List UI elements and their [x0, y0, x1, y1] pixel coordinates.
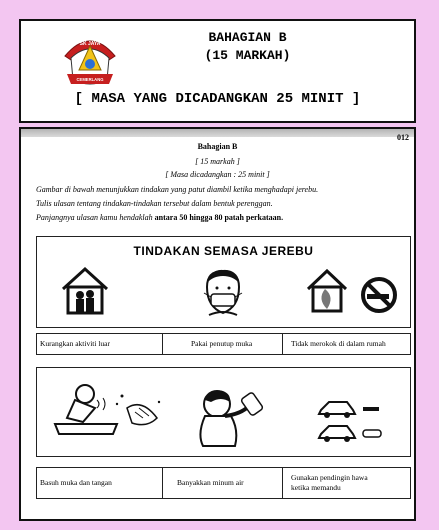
- time-note: [ MASA YANG DICADANGKAN 25 MINIT ]: [74, 91, 361, 107]
- instruction-3-prefix: Panjangnya ulasan kamu hendaklah: [36, 213, 155, 222]
- drinking-water-icon: [197, 386, 267, 448]
- header-box: [19, 19, 416, 123]
- instruction-2: Tulis ulasan tentang tindakan-tindakan tersebut dalam bentuk perenggan.: [36, 199, 273, 208]
- instruction-1: Gambar di bawah menunjukkan tindakan yang patut diambil ketika menghadapi jerebu.: [36, 185, 319, 194]
- no-smoking-icon: [359, 275, 399, 315]
- logo-top-text: SK JAYA: [79, 41, 101, 47]
- caption-wash-face: Basuh muka dan tangan: [40, 478, 112, 487]
- car-aircon-icon: [317, 396, 397, 446]
- header-title-line1: BAHAGIAN B: [208, 30, 287, 45]
- logo-bottom-text: CEMERLANG: [76, 77, 104, 82]
- washing-face-icon: [47, 378, 167, 448]
- exam-page: [19, 127, 416, 521]
- scan-edge: [21, 129, 414, 137]
- house-plant-icon: [305, 267, 349, 315]
- caption-wear-mask: Pakai penutup muka: [162, 334, 282, 354]
- header-title-line2: (15 MARKAH): [204, 48, 291, 63]
- face-mask-icon: [197, 267, 249, 319]
- panel-title: TINDAKAN SEMASA JEREBU: [133, 244, 314, 258]
- instruction-3: [36, 213, 283, 222]
- marks-text: [ 15 markah ]: [195, 157, 240, 166]
- caption-strip-1: [36, 333, 411, 355]
- caption-car-aircon: Gunakan pendingin hawa ketika memandu: [282, 468, 412, 498]
- instruction-3-bold: antara 50 hingga 80 patah perkataan.: [154, 213, 284, 222]
- picture-panel-bottom: [36, 367, 411, 457]
- caption-no-smoking: Tidak merokok di dalam rumah: [282, 334, 412, 354]
- section-title: Bahagian B: [197, 142, 238, 151]
- picture-panel-top: [36, 236, 411, 328]
- page-number: 012: [397, 133, 409, 142]
- caption-drink-water: Banyakkan minum air: [162, 468, 282, 498]
- header-title: [21, 29, 414, 65]
- suggested-time-text: [ Masa dicadangkan : 25 minit ]: [165, 170, 270, 179]
- caption-reduce-outdoor: Kurangkan aktiviti luar: [40, 339, 110, 348]
- caption-strip-2: [36, 467, 411, 499]
- house-people-icon: [59, 265, 111, 317]
